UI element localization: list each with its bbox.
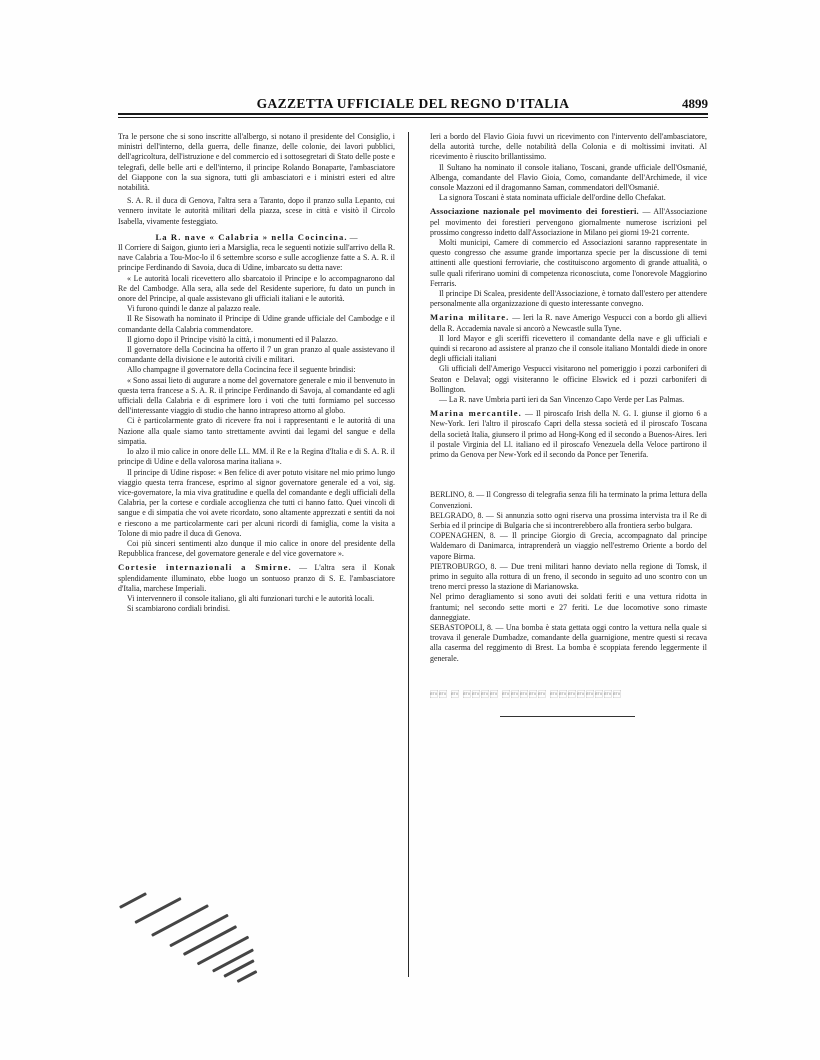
paragraph: Il principe di Udine rispose: « Ben felice di aver potuto visitare nel mio primo lungo viaggio questa terra francese, esprimo al signor governatore generale ed a voi, sig. vice-governatore, la mia viva gratitudine e quella del comandante e degli ufficiali della Calabria, per la cortese e cordiale accoglienza che tutti ci hanno fatto. Quei vincoli di sangue e di simpatia che voi avete ricordato, sono altamente apprezzati e sentiti da noi e riescono a me particolarmente cari per alcuni ricordi di famiglia, come la visita a Tolone di mio padre il duca di Genova. xyxy=(118,467,395,538)
degraded-heading-artifact:      xyxy=(430,690,622,699)
paragraph: « Le autorità locali ricevettero allo sbarcatoio il Principe e lo accompagnarono dal Re del Cambodge. Alla sera, alla sede del Residente superiore, fu dato un punch in onore del Principe, al quale assistevano gli ufficiali italiani e le autorità. xyxy=(118,273,395,304)
column-divider xyxy=(408,132,409,977)
paragraph: Il governatore della Cocincina ha offerto il 7 un gran pranzo al quale assistevano il comandante della divisione e le autorità civili e militari. xyxy=(118,345,395,365)
paragraph: — La R. nave Umbria partì ieri da San Vincenzo Capo Verde per Las Palmas. xyxy=(439,395,685,405)
paragraph: Tra le persone che si sono inscritte all'albergo, si notano il presidente del Consiglio, i ministri dell'interno, della guerra, delle finanze, delle colonie, dei lavori pubblici, dell'agricoltura, dell'istruzione e del commercio ed i sottosegretari di Stato delle poste e telegrafi, delle belle arti e dell'interno, il principe Rolando Bonaparte, l'ambasciatore del Giappone con la sua signora, tutti gli ambasciatori e i ministri esteri ed altre notabilità. xyxy=(118,132,395,193)
left-column xyxy=(118,132,395,614)
dispatch: COPENAGHEN, 8. — Il principe Giorgio di Grecia, accompagnato dal principe Waldemaro di Danimarca, intraprenderà un viaggio nell'estremo Oriente a bordo del vapore Birma. xyxy=(430,531,707,561)
paragraph: Allo champagne il governatore della Cocincina fece il seguente brindisi: xyxy=(127,365,356,375)
paragraph: Il principe Di Scalea, presidente dell'Associazione, è tornato dall'estero per attendere personalmente alla organizzazione di questo interessante convegno. xyxy=(430,289,707,309)
paragraph: Io alzo il mio calice in onore delle LL. MM. il Re e la Regina d'Italia e di S. A. R. il principe di Udine e della valorosa marina italiana ». xyxy=(118,447,395,467)
dispatch: BELGRADO, 8. — Si annunzia sotto ogni riserva una prossima intervista tra il Re di Serbia ed il principe di Bulgaria che si incontrerebbero alla frontiera serbo bulgara. xyxy=(430,510,707,530)
dispatch-section-rule xyxy=(500,716,635,717)
heading-dash: — xyxy=(512,313,521,323)
masthead-rule-thin xyxy=(118,117,708,118)
paragraph: S. A. R. il duca di Genova, l'altra sera a Taranto, dopo il pranzo sulla Lepanto, cui vennero invitate le autorità militari della piazza, scese in città e visitò il Circolo Isabella, vivamente festeggiato. xyxy=(118,196,395,226)
section-heading: Cortesie internazionali a Smirne. xyxy=(118,562,292,573)
dispatch: SEBASTOPOLI, 8. — Una bomba è stata gettata oggi contro la vettura nella quale si trovava il generale Dumbadze, comandante della guarnigione, mentre questi si recava alla caserma del reggimento di Brest. La bomba è scoppiata ferendo leggermente il generale. xyxy=(430,622,707,663)
paragraph: All'Associazione pel movimento dei forestieri pervengono giornalmente numerose iscrizioni pel prossimo congresso indetto dall'Associazione in Milano pei giorni 19-21 corrente. xyxy=(430,207,707,237)
paragraph: Il Corriere di Saigon, giunto ieri a Marsiglia, reca le seguenti notizie sull'arrivo della R. nave Calabria a Tou-Moc-lo il 6 settembre scorso e sulle accoglienze fatte a S. A. R. il principe Ferdinando di Savoia, duca di Udine, imbarcato su detta nave: xyxy=(118,243,395,273)
ink-smudge-artifact xyxy=(118,895,408,985)
paragraph: Ieri la R. nave Amerigo Vespucci con a bordo gli allievi della R. Accademia navale si ancorò a Newcastle sulla Tyne. xyxy=(430,313,707,333)
page-title: GAZZETTA UFFICIALE DEL REGNO D'ITALIA xyxy=(256,96,570,111)
heading-dash: — xyxy=(525,409,533,419)
paragraph: Molti municipi, Camere di commercio ed Associazioni saranno rappresentate in questo congresso che assume grande importanza specie per la discussione di temi attinenti alle questioni ferroviarie, che costituiscono argomento di grande attualità, o sulle quali riferirano uomini di competenza riconosciuta, come l'onorevole Maggiorino Ferraris. xyxy=(430,238,707,288)
heading-dash: — xyxy=(299,563,308,573)
paragraph: Il Re Sisowath ha nominato il Principe di Udine grande ufficiale del Cambodge e il comandante della Calabria commendatore. xyxy=(118,314,395,334)
section-heading: La R. nave « Calabria » nella Cocincina. xyxy=(155,231,348,242)
paragraph: Coi più sinceri sentimenti alzo dunque il mio calice in onore del presidente della Repubblica francese, del governatore generale e del vice governatore ». xyxy=(118,538,395,559)
dispatch: BERLINO, 8. — Il Congresso di telegrafia senza fili ha terminato la prima lettura della Convenzioni. xyxy=(430,490,707,510)
paragraph: L'altra sera il Konak splendidamente illuminato, ebbe luogo un sontuoso pranzo di S. E. l'ambasciatore d'Italia, marchese Imperiali. xyxy=(118,563,395,593)
heading-dash: — xyxy=(349,232,358,242)
paragraph: Si scambiarono cordiali brindisi. xyxy=(127,604,230,614)
right-column xyxy=(430,132,707,664)
page-number: 4899 xyxy=(682,96,708,111)
paragraph: Vi furono quindi le danze al palazzo reale. xyxy=(127,304,261,314)
paragraph: Gli ufficiali dell'Amerigo Vespucci visitarono nel pomeriggio i pozzi carboniferi di Seaton e Delaval; oggi visiteranno le officine Elswick ed i pozzi carboniferi di Bollington. xyxy=(430,364,707,394)
section-heading: Associazione nazionale pel movimento dei forestieri. xyxy=(430,206,639,217)
paragraph: La signora Toscani è stata nominata ufficiale dell'ordine dello Chefakat. xyxy=(439,193,666,203)
paragraph: Il lord Mayor e gli sceriffi ricevettero il comandante della nave e gli ufficiali e quindi si recarono ad assistere al pranzo che il console italiano Montaldi diede in onore degli ufficiali italiani xyxy=(430,333,707,364)
paragraph: Il piroscafo Irish della N. G. I. giunse il giorno 6 a New-York. Ieri l'altro il piroscafo Capri della stessa società ed il piroscafo Toscana della società Italia, giunsero il primo ad Hong-Kong ed il secondo a Buenos-Aires. Ieri il postale Virginia del Ll. italiano ed il piroscafo Venezuela della Veloce partirono il primo da Genova per New-York ed il secondo da Ponce per Tenerifa. xyxy=(430,409,708,460)
section-heading: Marina mercantile. xyxy=(430,408,522,419)
paragraph: Ci è particolarmente grato di ricevere fra noi i rappresentanti e le autorità di una Nazione alla quale siamo tanto strettamente avvinti dai legami del sangue e della simpatia. xyxy=(118,416,395,446)
paragraph: Vi intervennero il console italiano, gli alti funzionari turchi e le autorità locali. xyxy=(127,593,375,603)
masthead xyxy=(118,96,708,112)
paragraph: « Sono assai lieto di augurare a nome del governatore generale e mio il benvenuto in questa terra francese a S. A. R. il principe Ferdinando di Savoja, al comandante ed agli ufficiali della Calabria e di esprimere loro i voti che tutti formiamo pel successo dell'interessante viaggio di studio che hanno intrapreso attorno al globo. xyxy=(118,375,395,416)
dispatch: Nel primo deragliamento si sono avuti dei soldati feriti e una vettura ridotta in frantumi; nel secondo sette morti e 27 feriti. Le due locomotive sono rimaste danneggiate. xyxy=(430,592,707,622)
paragraph: Ieri a bordo del Flavio Gioia fuvvi un ricevimento con l'intervento dell'ambasciatore, della autorità turche, delle notabilità della Colonia e di moltissimi invitati. Al ricevimento è riuscito brillantissimo. xyxy=(430,132,707,162)
heading-dash: — xyxy=(642,207,651,217)
dispatch: PIETROBURGO, 8. — Due treni militari hanno deviato nella regione di Tomsk, il primo in seguito alla rottura di un freno, il secondo in seguito ad uno scontro con un treno merci presso la stazione di Marianowska. xyxy=(430,561,707,592)
paragraph: Il giorno dopo il Principe visitò la città, i monumenti ed il Palazzo. xyxy=(127,334,338,344)
masthead-rule-thick xyxy=(118,113,708,115)
paragraph: Il Sultano ha nominato il console italiano, Toscani, grande ufficiale dell'Osmanié, Albenga, comandante del Flavio Gioia, Como, comandante dell'Archimede, il vice console Mazzoni ed il dragomanno Saman, commendatori dell'Osmanié. xyxy=(430,162,707,193)
section-heading: Marina militare. xyxy=(430,312,510,323)
